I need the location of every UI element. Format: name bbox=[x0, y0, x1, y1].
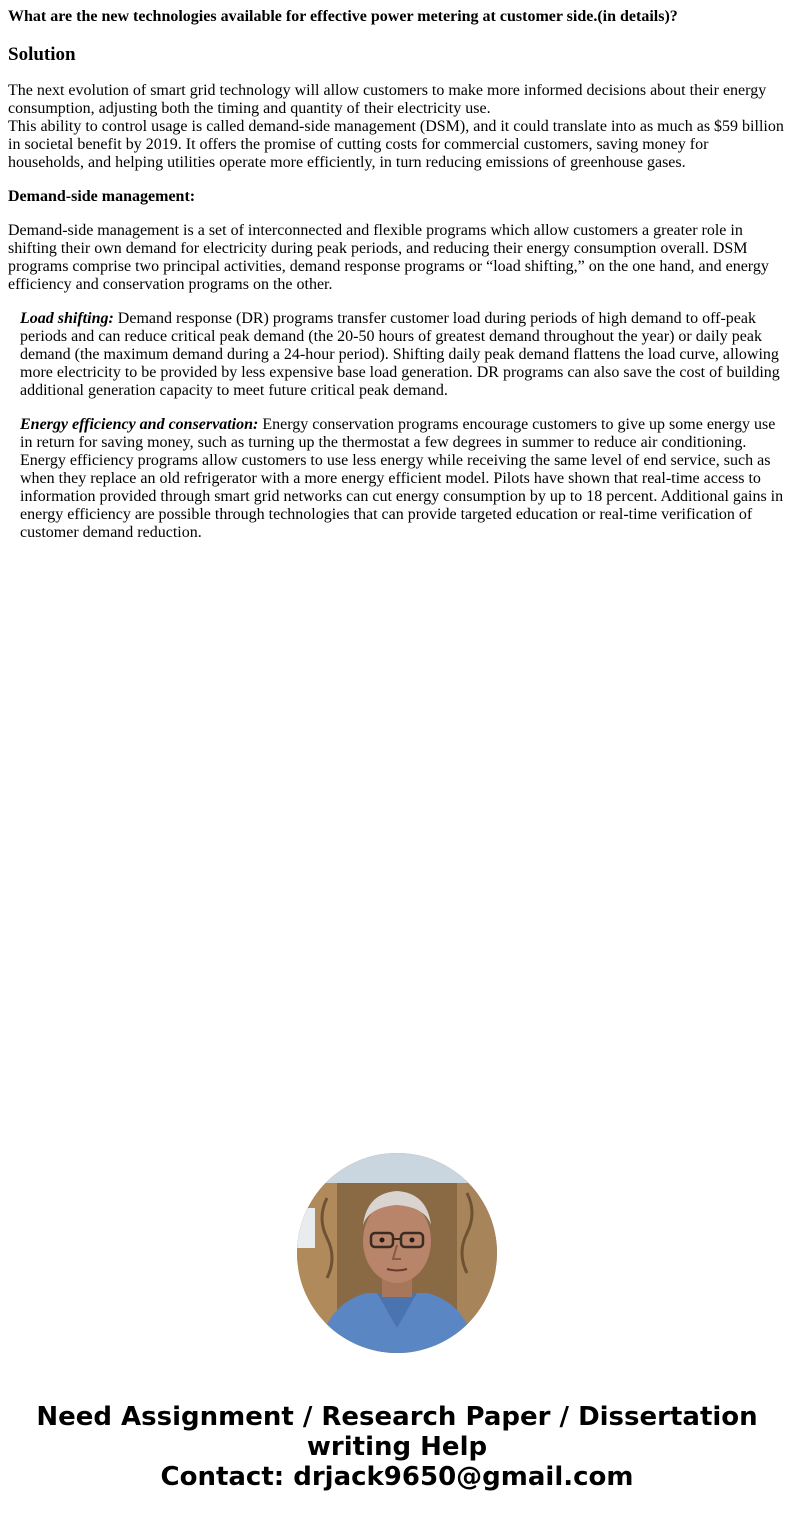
load-shifting-body: Demand response (DR) programs transfer customer load during periods of high demand to off-peak periods and can reduce critical peak demand (the 20-50 hours of greatest demand throughout the year) or daily peak demand (the maximum demand during a 24-hour period). Shifting daily peak demand flattens the load curve, allowing more electricity to be provided by less expensive base load generation. DR programs can also save the cost of building additional generation capacity to meet future critical peak demand. bbox=[20, 310, 780, 399]
load-shifting-lead: Load shifting: bbox=[20, 310, 114, 327]
energy-efficiency-body: Energy conservation programs encourage customers to give up some energy use in return for saving money, such as turning up the thermostat a few degrees in summer to reduce air conditioning. Energy efficiency programs allow customers to use less energy while receiving the same level of end service, such as when they replace an old refrigerator with a more energy efficient model. Pilots have shown that real-time access to information provided through smart grid networks can cut energy consumption by up to 18 percent. Additional gains in energy efficiency are possible through technologies that can provide targeted education or real-time verification of customer demand reduction. bbox=[20, 416, 784, 541]
author-photo bbox=[297, 1153, 497, 1353]
energy-efficiency-lead: Energy efficiency and conservation: bbox=[20, 416, 259, 433]
author-avatar bbox=[297, 1153, 497, 1353]
article bbox=[8, 0, 786, 542]
energy-efficiency-paragraph bbox=[8, 416, 786, 542]
intro-line-2: This ability to control usage is called demand-side management (DSM), and it could translate into as much as $59 billion in societal benefit by 2019. It offers the promise of cutting costs for commercial customers, saving money for households, and helping utilities operate more efficiently, in turn reducing emissions of greenhouse gases. bbox=[8, 118, 784, 171]
intro-paragraph bbox=[8, 82, 786, 172]
load-shifting-paragraph bbox=[8, 310, 786, 400]
solution-heading: Solution bbox=[8, 44, 76, 65]
dsm-heading: Demand-side management: bbox=[8, 188, 196, 205]
intro-line-1: The next evolution of smart grid technology will allow customers to make more informed decisions about their energy consumption, adjusting both the timing and quantity of their electricity use. bbox=[8, 82, 767, 117]
dsm-paragraph: Demand-side management is a set of interconnected and flexible programs which allow customers a greater role in shifting their own demand for electricity during peak periods, and reducing their energy consumption overall. DSM programs comprise two principal activities, demand response programs or “load shifting,” on the one hand, and energy efficiency and conservation programs on the other. bbox=[8, 222, 769, 293]
promo-contact-line: Contact: drjack9650@gmail.com bbox=[160, 1462, 634, 1492]
promo-line-2: writing Help bbox=[306, 1432, 488, 1462]
promo-line-1: Need Assignment / Research Paper / Dissertation bbox=[36, 1402, 758, 1432]
question-title: What are the new technologies available for effective power metering at customer side.(in details)? bbox=[8, 8, 678, 25]
promo-banner bbox=[0, 1402, 794, 1492]
